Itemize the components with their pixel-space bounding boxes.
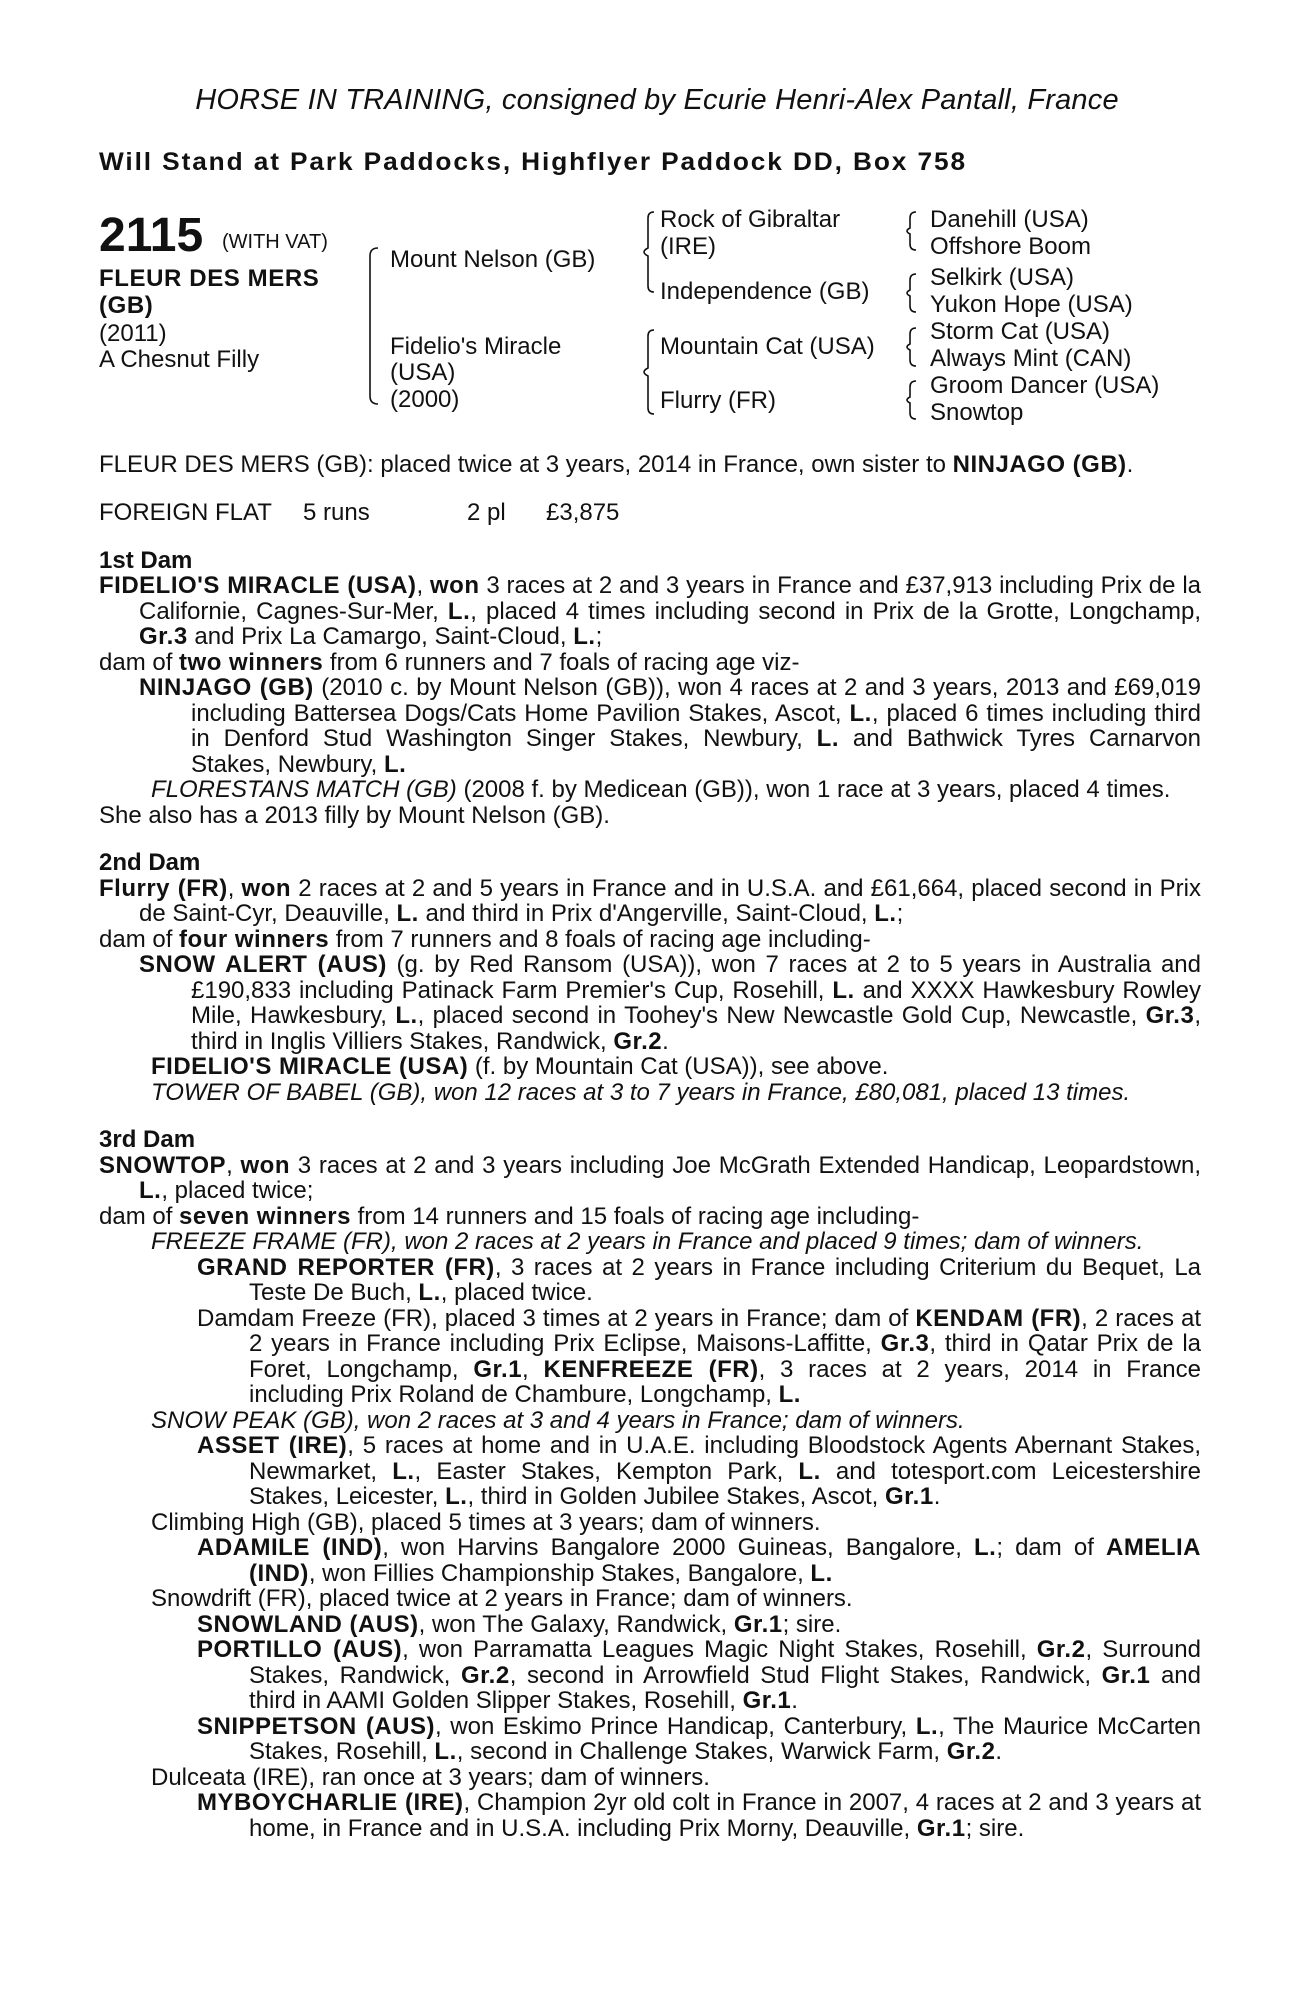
text: , 3 races at 2 years, 2014 in France including Prix Roland de Chambure, Longchamp, bbox=[249, 1355, 1202, 1408]
text: , third in Qatar Prix de la Foret, Longchamp, bbox=[249, 1330, 1201, 1383]
winners-count: seven winners bbox=[179, 1202, 351, 1230]
record-runs: 5 runs bbox=[303, 498, 370, 526]
grade: Gr.1 bbox=[742, 1687, 792, 1714]
pedigree-dam-year: (2000) bbox=[390, 386, 460, 413]
second-dam-heading: 2nd Dam bbox=[99, 849, 201, 876]
text: 2 races at 2 and 5 years in France and in U.S.A. and £61,664, placed second in Prix de Saint-Cyr, Deauville, bbox=[139, 874, 1201, 927]
text: , 5 races at home and in U.A.E. including Bloodstock Agents Abernant Stakes, Newmarket, bbox=[249, 1432, 1201, 1485]
grade: L. bbox=[434, 1738, 457, 1765]
third-dam-record bbox=[99, 1153, 1201, 1204]
text: ; sire. bbox=[965, 1814, 1025, 1842]
grade: Gr.1 bbox=[473, 1355, 523, 1383]
summary-sibling: NINJAGO (GB) bbox=[952, 451, 1127, 478]
horse-name: PORTILLO (AUS) bbox=[197, 1636, 403, 1663]
first-dam-produce bbox=[99, 650, 1201, 676]
vat-note: (WITH VAT) bbox=[222, 231, 328, 253]
pedigree-dsd: Always Mint (CAN) bbox=[930, 345, 1132, 372]
grade: L. bbox=[832, 976, 855, 1004]
text: , placed 4 times including second in Prix de la Grotte, Longchamp, bbox=[470, 597, 1202, 625]
text: Damdam Freeze (FR), placed 3 times at 2 years in France; dam of bbox=[197, 1304, 916, 1332]
grade: Gr.1 bbox=[885, 1483, 934, 1510]
text: , won Harvins Bangalore 2000 Guineas, Bangalore, bbox=[382, 1534, 974, 1561]
horse-name: FLORESTANS MATCH (GB) bbox=[151, 776, 457, 803]
pedigree-dss: Storm Cat (USA) bbox=[930, 318, 1111, 345]
horse-name: GRAND REPORTER (FR) bbox=[197, 1253, 495, 1281]
grand-progeny-entry bbox=[99, 1433, 1201, 1510]
text: ; bbox=[595, 623, 603, 650]
pedigree-dam-origin: (USA) bbox=[390, 359, 456, 386]
won-label: won bbox=[430, 572, 480, 599]
text: , third in Golden Jubilee Stakes, Ascot, bbox=[467, 1483, 885, 1510]
progeny-entry bbox=[99, 952, 1201, 1054]
text: and third in AAMI Golden Slipper Stakes, Rosehill, bbox=[249, 1661, 1201, 1714]
grand-progeny-entry bbox=[99, 1637, 1201, 1714]
winners-count: two winners bbox=[179, 648, 324, 676]
text: , 3 races at 2 years in France including Criterium du Bequet, La Teste De Buch, bbox=[249, 1253, 1202, 1306]
grand-progeny-entry bbox=[99, 1255, 1201, 1306]
pedigree-sire-sire: Rock of Gibraltar bbox=[660, 206, 841, 233]
text: , won 2 races at 3 and 4 years in France; dam of winners. bbox=[353, 1406, 965, 1434]
text: ; dam of bbox=[996, 1534, 1106, 1561]
text: , second in Challenge Stakes, Warwick Farm, bbox=[456, 1738, 947, 1765]
text: , won 12 races at 3 to 7 years in France, £80,081, placed 13 times. bbox=[420, 1078, 1131, 1106]
grade: Gr.3 bbox=[1145, 1002, 1195, 1029]
horse-name: MYBOYCHARLIE (IRE) bbox=[197, 1789, 464, 1816]
horse-name: FIDELIO'S MIRACLE (USA) bbox=[151, 1053, 469, 1080]
horse-name: SNOWTOP bbox=[99, 1151, 227, 1179]
summary-end: . bbox=[1126, 451, 1134, 478]
text: (2010 c. by Mount Nelson (GB)), won 4 races at 2 and 3 years, 2013 and £69,019 including Battersea Dogs/Cats Home Pavilion Stakes, Ascot, bbox=[191, 674, 1202, 727]
text: from 7 runners and 8 foals of racing age including- bbox=[329, 925, 871, 953]
grade: Gr.1 bbox=[1101, 1661, 1151, 1689]
grade: L. bbox=[778, 1381, 801, 1408]
text: ; sire. bbox=[782, 1610, 842, 1638]
pedigree-dam-dam: Flurry (FR) bbox=[660, 387, 776, 414]
third-dam-heading: 3rd Dam bbox=[99, 1126, 196, 1153]
progeny-entry bbox=[99, 1229, 1201, 1255]
text: (2008 f. by Medicean (GB)), won 1 race at 3 years, placed 4 times. bbox=[456, 776, 1171, 803]
text: . bbox=[662, 1027, 669, 1055]
catalogue-body bbox=[99, 452, 1201, 1841]
text: , bbox=[522, 1355, 544, 1383]
record-earnings: £3,875 bbox=[546, 498, 620, 526]
text: (f. by Mountain Cat (USA)), see above. bbox=[468, 1053, 889, 1080]
grade: L. bbox=[383, 750, 407, 778]
summary-text: FLEUR DES MERS (GB): placed twice at 3 years, 2014 in France, own sister to bbox=[99, 451, 953, 478]
progeny-entry bbox=[99, 777, 1201, 803]
record-label: FOREIGN FLAT bbox=[99, 498, 272, 526]
text: dam of bbox=[99, 925, 180, 953]
text: 3 races at 2 and 3 years including Joe McGrath Extended Handicap, Leopardstown, bbox=[290, 1151, 1201, 1179]
second-dam-produce bbox=[99, 927, 1201, 953]
grade: Gr.3 bbox=[139, 623, 188, 650]
page-header: HORSE IN TRAINING, consigned by Ecurie Henri-Alex Pantall, France bbox=[195, 84, 1119, 116]
text: , placed twice. bbox=[440, 1279, 593, 1306]
text: , third in Inglis Villiers Stakes, Randwick, bbox=[191, 1002, 1201, 1055]
progeny-entry bbox=[99, 675, 1201, 777]
text: 3 races at 2 and 3 years in France and £37,913 including Prix de la Californie, Cagnes-Sur-Mer, bbox=[139, 572, 1201, 625]
text: from 6 runners and 7 foals of racing age viz- bbox=[323, 648, 800, 676]
text: , won 2 races at 2 years in France and placed 9 times; dam of winners. bbox=[391, 1228, 1144, 1255]
first-dam-record bbox=[99, 573, 1201, 650]
grand-progeny-entry bbox=[99, 1535, 1201, 1586]
won-label: won bbox=[240, 1151, 291, 1179]
text: and Bathwick Tyres Carnarvon Stakes, Newbury, bbox=[191, 725, 1201, 778]
grade: L. bbox=[973, 1534, 997, 1561]
grade: Gr.2 bbox=[461, 1661, 510, 1689]
grade: L. bbox=[849, 699, 872, 727]
horse-name: SNIPPETSON (AUS) bbox=[197, 1712, 435, 1740]
horse-name: KENFREEZE (FR) bbox=[543, 1355, 759, 1383]
progeny-note: She also has a 2013 filly by Mount Nelson (GB). bbox=[99, 801, 610, 829]
grade: L. bbox=[418, 1279, 441, 1306]
grade: L. bbox=[396, 900, 419, 927]
pedigree-ssd: Offshore Boom bbox=[930, 233, 1091, 260]
racing-record bbox=[99, 500, 1201, 526]
grade: Gr.2 bbox=[1036, 1636, 1086, 1663]
pedigree-sdd: Yukon Hope (USA) bbox=[930, 291, 1133, 318]
grade: Gr.2 bbox=[613, 1027, 663, 1055]
grade: Gr.1 bbox=[916, 1814, 966, 1842]
pedigree-sire-dam: Independence (GB) bbox=[660, 278, 870, 305]
horse-name: SNOWLAND (AUS) bbox=[197, 1610, 419, 1638]
horse-description: A Chesnut Filly bbox=[99, 346, 260, 373]
text: . bbox=[791, 1687, 798, 1714]
grade: Gr.1 bbox=[733, 1610, 783, 1638]
text: , second in Arrowfield Stud Flight Stakes, Randwick, bbox=[509, 1661, 1102, 1689]
text: , bbox=[416, 572, 431, 599]
text: , The Maurice McCarten Stakes, Rosehill, bbox=[249, 1712, 1201, 1765]
text: , placed twice; bbox=[161, 1177, 314, 1204]
grade: L. bbox=[810, 1559, 833, 1587]
record-placed: 2 pl bbox=[467, 498, 506, 526]
text: , won Eskimo Prince Handicap, Canterbury, bbox=[434, 1712, 916, 1740]
grade: Gr.3 bbox=[880, 1330, 930, 1357]
text: and XXXX Hawkesbury Rowley Mile, Hawkesbury, bbox=[191, 976, 1202, 1029]
location-subheader: Will Stand at Park Paddocks, Highflyer Paddock DD, Box 758 bbox=[99, 148, 967, 176]
horse-name: NINJAGO (GB) bbox=[139, 674, 314, 701]
text: dam of bbox=[99, 1202, 180, 1230]
progeny-entry: Dulceata (IRE), ran once at 3 years; dam of winners. bbox=[151, 1763, 710, 1791]
summary-paragraph bbox=[99, 452, 1201, 478]
pedigree-dam-name: Fidelio's Miracle bbox=[390, 333, 562, 360]
text: , 2 races at 2 years in France including Prix Eclipse, Maisons-Laffitte, bbox=[249, 1304, 1201, 1357]
text: , placed second in Toohey's New Newcastle Gold Cup, Newcastle, bbox=[417, 1002, 1146, 1029]
text: (g. by Red Ransom (USA)), won 7 races at 2 to 5 years in Australia and £190,833 including Patinack Farm Premier's Cup, Rosehill, bbox=[191, 951, 1201, 1004]
progeny-entry bbox=[99, 1408, 1201, 1434]
third-dam-produce bbox=[99, 1204, 1201, 1230]
pedigree-sss: Danehill (USA) bbox=[930, 206, 1089, 233]
grand-progeny-entry bbox=[99, 1790, 1201, 1841]
pedigree-ddd: Snowtop bbox=[930, 399, 1024, 426]
pedigree-sds: Selkirk (USA) bbox=[930, 264, 1075, 291]
pedigree-dam-sire: Mountain Cat (USA) bbox=[660, 333, 875, 360]
text: and third in Prix d'Angerville, Saint-Cloud, bbox=[418, 900, 875, 927]
grade: L. bbox=[392, 1457, 415, 1485]
horse-name: TOWER OF BABEL (GB) bbox=[151, 1078, 421, 1106]
grade: L. bbox=[874, 900, 897, 927]
text: from 14 runners and 15 foals of racing age including- bbox=[350, 1202, 920, 1230]
horse-name: Flurry (FR) bbox=[99, 874, 228, 902]
horse-name: ADAMILE (IND) bbox=[197, 1534, 383, 1561]
grade: L. bbox=[445, 1483, 468, 1510]
text: , placed 6 times including third in Denford Stud Washington Singer Stakes, Newbury, bbox=[191, 699, 1202, 752]
text: , Champion 2yr old colt in France in 2007, 4 races at 2 and 3 years at home, in France and in U.S.A. including Prix Morny, Deauville, bbox=[249, 1789, 1201, 1842]
second-dam-record bbox=[99, 876, 1201, 927]
progeny-entry bbox=[99, 1054, 1201, 1080]
grade: L. bbox=[139, 1177, 162, 1204]
pedigree-sire-sire-origin: (IRE) bbox=[660, 233, 716, 260]
text: , Surround Stakes, Randwick, bbox=[249, 1636, 1201, 1689]
horse-origin: (GB) bbox=[99, 292, 154, 319]
horse-name: ASSET (IRE) bbox=[197, 1432, 348, 1459]
pedigree-sire: Mount Nelson (GB) bbox=[390, 246, 596, 273]
text: and Prix La Camargo, Saint-Cloud, bbox=[187, 623, 574, 650]
grade: L. bbox=[816, 725, 839, 752]
grade: L. bbox=[915, 1712, 939, 1740]
text: , won The Galaxy, Randwick, bbox=[418, 1610, 734, 1638]
text: dam of bbox=[99, 648, 180, 676]
grade: L. bbox=[573, 623, 596, 650]
horse-name: FLEUR DES MERS bbox=[99, 265, 320, 292]
horse-name: KENDAM (FR) bbox=[915, 1304, 1082, 1332]
progeny-entry: Snowdrift (FR), placed twice at 2 years in France; dam of winners. bbox=[151, 1585, 853, 1612]
progeny-entry bbox=[99, 1080, 1201, 1106]
grand-progeny-entry bbox=[99, 1714, 1201, 1765]
text: ; bbox=[896, 900, 904, 927]
won-label: won bbox=[241, 874, 292, 902]
text: , bbox=[226, 1151, 241, 1179]
grand-progeny-entry bbox=[99, 1306, 1201, 1408]
grade: L. bbox=[798, 1457, 821, 1485]
winners-count: four winners bbox=[179, 925, 330, 953]
text: . bbox=[995, 1738, 1003, 1765]
text: , won Fillies Championship Stakes, Bangalore, bbox=[308, 1559, 811, 1587]
text: , Easter Stakes, Kempton Park, bbox=[414, 1457, 799, 1485]
text: and totesport.com Leicestershire Stakes, Leicester, bbox=[249, 1457, 1202, 1510]
foaling-year: (2011) bbox=[99, 320, 167, 347]
pedigree-dds: Groom Dancer (USA) bbox=[930, 372, 1160, 399]
grade: Gr.2 bbox=[946, 1738, 996, 1765]
lot-number: 2115 bbox=[99, 209, 204, 262]
first-dam-heading: 1st Dam bbox=[99, 546, 193, 574]
grade: L. bbox=[395, 1002, 418, 1029]
horse-name: SNOW PEAK (GB) bbox=[151, 1406, 354, 1434]
text: , bbox=[227, 874, 242, 902]
horse-name: AMELIA (IND) bbox=[249, 1534, 1201, 1587]
grade: L. bbox=[447, 597, 471, 625]
grand-progeny-entry bbox=[99, 1612, 1201, 1638]
text: , won Parramatta Leagues Magic Night Stakes, Rosehill, bbox=[402, 1636, 1037, 1663]
horse-name: SNOW ALERT (AUS) bbox=[139, 951, 387, 978]
text: . bbox=[933, 1483, 941, 1510]
horse-name: FREEZE FRAME (FR) bbox=[151, 1228, 391, 1255]
progeny-entry: Climbing High (GB), placed 5 times at 3 years; dam of winners. bbox=[151, 1508, 821, 1536]
horse-name: FIDELIO'S MIRACLE (USA) bbox=[99, 572, 417, 599]
